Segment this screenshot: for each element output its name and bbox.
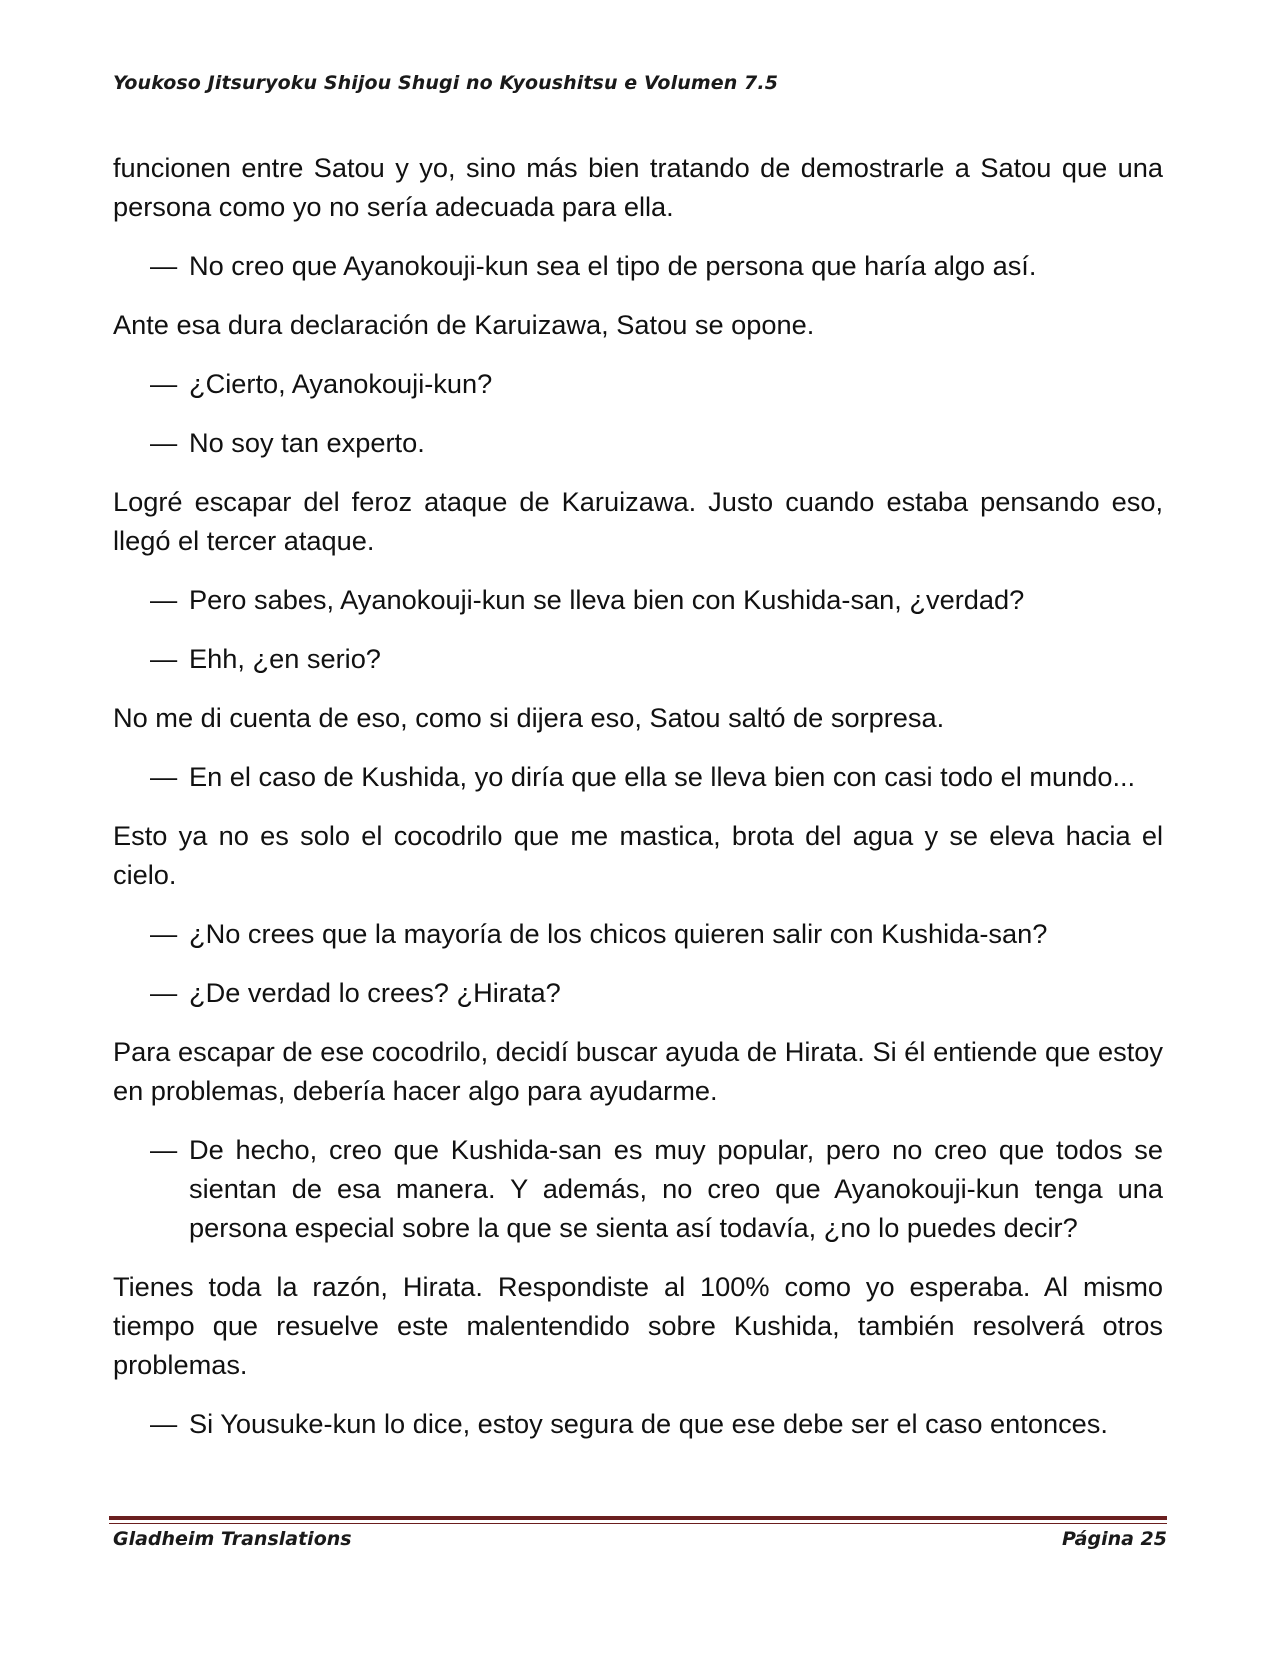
dialogue-line — [113, 639, 1163, 678]
paragraph: funcionen entre Satou y yo, sino más bien tratando de demostrarle a Satou que una persona como yo no sería adecuada para ella. — [113, 152, 1163, 222]
dialogue-line — [113, 1404, 1163, 1443]
dialogue-group — [113, 1130, 1163, 1247]
dialogue-text: ¿De verdad lo crees? ¿Hirata? — [189, 977, 561, 1008]
dialogue-text: No soy tan experto. — [189, 427, 425, 458]
paragraph: Logré escapar del feroz ataque de Karuizawa. Justo cuando estaba pensando eso, llegó el tercer ataque. — [113, 486, 1163, 556]
dialogue-text: Ehh, ¿en serio? — [189, 643, 381, 674]
dialogue-text: De hecho, creo que Kushida-san es muy popular, pero no creo que todos se sientan de esa manera. Y además, no creo que Ayanokouji-kun tenga una persona especial sobre la que se sienta así todavía, ¿no lo puedes decir? — [189, 1134, 1163, 1243]
dialogue-line — [113, 1130, 1163, 1247]
body-text — [113, 148, 1163, 1463]
dialogue-dash: — — [150, 250, 178, 281]
paragraph: No me di cuenta de eso, como si dijera eso, Satou saltó de sorpresa. — [113, 702, 945, 733]
dialogue-dash: — — [150, 427, 178, 458]
dialogue-line — [113, 580, 1163, 619]
dialogue-text: Pero sabes, Ayanokouji-kun se lleva bien con Kushida-san, ¿verdad? — [189, 584, 1025, 615]
dialogue-dash: — — [150, 368, 178, 399]
dialogue-text: Si Yousuke-kun lo dice, estoy segura de que ese debe ser el caso entonces. — [189, 1408, 1108, 1439]
dialogue-dash: — — [150, 584, 178, 615]
dialogue-dash: — — [150, 977, 178, 1008]
running-header: Youkoso Jitsuryoku Shijou Shugi no Kyoushitsu e Volumen 7.5 — [113, 72, 779, 94]
dialogue-dash: — — [150, 1134, 178, 1165]
dialogue-dash: — — [150, 1408, 178, 1439]
footer-divider — [109, 1516, 1167, 1520]
footer-translator: Gladheim Translations — [113, 1528, 352, 1550]
dialogue-dash: — — [150, 643, 178, 674]
dialogue-group — [113, 757, 1163, 796]
dialogue-group — [113, 1404, 1163, 1443]
paragraph: Esto ya no es solo el cocodrilo que me mastica, brota del agua y se eleva hacia el cielo. — [113, 820, 1163, 890]
dialogue-line — [113, 914, 1163, 953]
paragraph: Para escapar de ese cocodrilo, decidí buscar ayuda de Hirata. Si él entiende que estoy en problemas, debería hacer algo para ayudarme. — [113, 1036, 1163, 1106]
dialogue-dash: — — [150, 761, 178, 792]
paragraph: Tienes toda la razón, Hirata. Respondiste al 100% como yo esperaba. Al mismo tiempo que resuelve este malentendido sobre Kushida, también resolverá otros problemas. — [113, 1271, 1163, 1380]
dialogue-group — [113, 246, 1163, 285]
dialogue-line — [113, 973, 1163, 1012]
dialogue-text: ¿No crees que la mayoría de los chicos quieren salir con Kushida-san? — [189, 918, 1048, 949]
dialogue-dash: — — [150, 918, 178, 949]
dialogue-group — [113, 914, 1163, 1012]
paragraph: Ante esa dura declaración de Karuizawa, Satou se opone. — [113, 309, 815, 340]
dialogue-line — [113, 364, 1163, 403]
dialogue-group — [113, 364, 1163, 462]
dialogue-text: En el caso de Kushida, yo diría que ella se lleva bien con casi todo el mundo... — [189, 761, 1136, 792]
dialogue-line — [113, 757, 1163, 796]
dialogue-line — [113, 246, 1163, 285]
dialogue-line — [113, 423, 1163, 462]
page-number: Página 25 — [1061, 1528, 1167, 1550]
dialogue-text: No creo que Ayanokouji-kun sea el tipo de persona que haría algo así. — [189, 250, 1037, 281]
dialogue-group — [113, 580, 1163, 678]
dialogue-text: ¿Cierto, Ayanokouji-kun? — [189, 368, 493, 399]
footer-divider-thin — [109, 1523, 1167, 1524]
